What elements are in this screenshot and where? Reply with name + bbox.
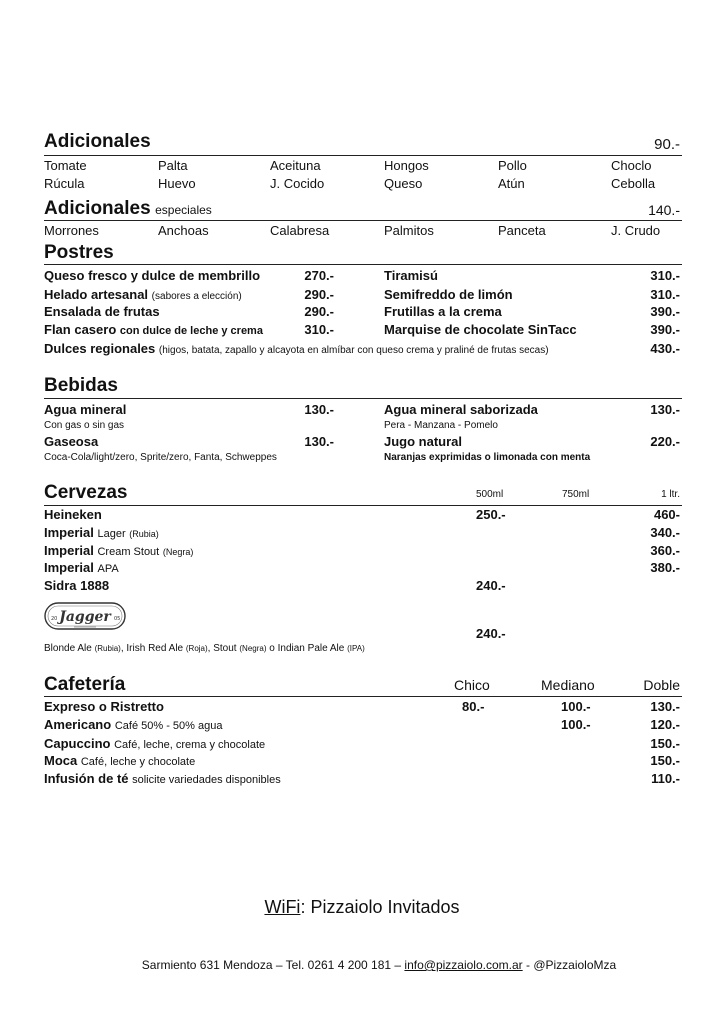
- cerveza-item: Heineken: [44, 507, 102, 522]
- cerveza-item: Imperial Cream Stout (Negra): [44, 543, 194, 558]
- cafe-item: Capuccino Café, leche, crema y chocolate: [44, 736, 266, 751]
- bebidas-title: Bebidas: [44, 375, 118, 396]
- cafe-price-doble: 130.-: [650, 699, 680, 714]
- postre-price: 290.-: [304, 287, 334, 302]
- adicionales-especiales-heading: [44, 198, 212, 220]
- bebida-note: Coca-Cola/light/zero, Sprite/zero, Fanta, Schweppes: [44, 452, 277, 463]
- postre-price: 390.-: [650, 322, 680, 337]
- postre-item: Queso fresco y dulce de membrillo: [44, 268, 261, 283]
- column-header-1ltr: 1 ltr.: [661, 489, 680, 500]
- footer-social-handle: - @PizzaioloMza: [522, 958, 617, 972]
- cafe-price-doble: 110.-: [651, 771, 680, 786]
- bebida-note: Pera - Manzana - Pomelo: [384, 420, 498, 431]
- postres-title: Postres: [44, 242, 114, 263]
- cafe-item: Expreso o Ristretto: [44, 699, 164, 714]
- list-item: Morrones: [44, 223, 99, 238]
- cafeteria-title: Cafetería: [44, 674, 126, 695]
- postre-price: 310.-: [650, 268, 680, 283]
- postre-item: Marquise de chocolate SinTacc: [384, 322, 577, 337]
- cerveza-price-1l: 360.-: [650, 543, 680, 558]
- postre-item: Tiramisú: [384, 268, 438, 283]
- bebida-price: 130.-: [304, 402, 334, 417]
- adicionales-especiales-price: 140.-: [648, 202, 680, 218]
- cerveza-price-1l: 340.-: [650, 525, 680, 540]
- postre-price: 390.-: [650, 304, 680, 319]
- jagger-logo-graphic: [44, 600, 126, 634]
- column-header-mediano: Mediano: [541, 677, 595, 693]
- bebida-item: Gaseosa: [44, 434, 99, 449]
- dulces-regionales: Dulces regionales (higos, batata, zapallo y alcayota en almíbar con queso crema y praliné de frutas secas): [44, 341, 549, 356]
- wifi-network: : Pizzaiolo Invitados: [300, 897, 460, 917]
- cafe-price-mediano: 100.-: [561, 717, 591, 732]
- wifi-label: WiFi: [264, 897, 301, 917]
- list-item: Panceta: [498, 223, 546, 238]
- cafe-item: Infusión de té solicite variedades disponibles: [44, 771, 281, 786]
- jagger-varieties: Blonde Ale (Rubia), Irish Red Ale (Roja), Stout (Negra) o Indian Pale Ale (IPA): [44, 643, 365, 654]
- divider: [44, 155, 682, 156]
- bebida-item: Agua mineral saborizada: [384, 402, 538, 417]
- list-item: Queso: [384, 176, 423, 191]
- cafe-item: Moca Café, leche y chocolate: [44, 753, 196, 768]
- cerveza-price-500: 240.-: [476, 626, 506, 641]
- postre-item: Frutillas a la crema: [384, 304, 502, 319]
- list-item: Palmitos: [384, 223, 434, 238]
- column-header-doble: Doble: [643, 677, 680, 693]
- postre-price: 270.-: [304, 268, 334, 283]
- jagger-logo: [44, 600, 126, 634]
- column-header-500ml: 500ml: [476, 489, 504, 500]
- cafe-price-chico: 80.-: [462, 699, 485, 714]
- bebida-price: 130.-: [304, 434, 334, 449]
- footer-address: Sarmiento 631 Mendoza – Tel. 0261 4 200 181 –: [141, 958, 405, 972]
- jagger-brand-text: Jagger: [59, 609, 111, 625]
- postre-item: Semifreddo de limón: [384, 287, 513, 302]
- divider: [44, 696, 682, 697]
- cerveza-item: Imperial Lager (Rubia): [44, 525, 159, 540]
- list-item: Aceituna: [270, 158, 321, 173]
- footer-email-link[interactable]: info@pizzaiolo.com.ar: [404, 958, 523, 972]
- list-item: Anchoas: [158, 223, 209, 238]
- cafe-price-doble: 150.-: [650, 753, 680, 768]
- adicionales-especiales-subtitle: especiales: [155, 203, 212, 217]
- cervezas-title: Cervezas: [44, 482, 128, 503]
- list-item: Atún: [498, 176, 525, 191]
- list-item: Calabresa: [270, 223, 330, 238]
- bebida-item: Jugo natural: [384, 434, 463, 449]
- adicionales-especiales-title: Adicionales: [44, 198, 151, 219]
- bebida-item: Agua mineral: [44, 402, 127, 417]
- list-item: Choclo: [611, 158, 652, 173]
- divider: [44, 398, 682, 399]
- list-item: Huevo: [158, 176, 196, 191]
- divider: [44, 220, 682, 221]
- bebida-note: Con gas o sin gas: [44, 420, 125, 431]
- divider: [44, 264, 682, 265]
- postre-item: Helado artesanal (sabores a elección): [44, 287, 242, 302]
- list-item: J. Crudo: [611, 223, 661, 238]
- footer: [0, 958, 724, 972]
- postre-item: Flan casero con dulce de leche y crema: [44, 322, 263, 337]
- wifi-info: [0, 897, 724, 918]
- adicionales-title: Adicionales: [44, 131, 151, 152]
- postre-item: Ensalada de frutas: [44, 304, 160, 319]
- cerveza-price-500: 250.-: [476, 507, 506, 522]
- cerveza-item: Sidra 1888: [44, 578, 110, 593]
- bebida-note: Naranjas exprimidas o limonada con menta: [384, 452, 591, 463]
- list-item: J. Cocido: [270, 176, 325, 191]
- postre-price: 310.-: [650, 287, 680, 302]
- postre-price: 310.-: [304, 322, 334, 337]
- divider: [44, 505, 682, 506]
- postre-price: 290.-: [304, 304, 334, 319]
- cerveza-price-1l: 380.-: [650, 560, 680, 575]
- adicionales-price: 90.-: [654, 136, 680, 153]
- list-item: Palta: [158, 158, 188, 173]
- bebida-price: 220.-: [650, 434, 680, 449]
- jagger-year-right: 05: [114, 616, 121, 622]
- jagger-year-left: 20: [51, 616, 58, 622]
- list-item: Cebolla: [611, 176, 656, 191]
- column-header-750ml: 750ml: [562, 489, 590, 500]
- dulces-regionales-price: 430.-: [650, 341, 680, 356]
- column-header-chico: Chico: [454, 677, 490, 693]
- list-item: Tomate: [44, 158, 87, 173]
- list-item: Hongos: [384, 158, 429, 173]
- list-item: Rúcula: [44, 176, 85, 191]
- cerveza-item: Imperial APA: [44, 560, 119, 575]
- bebida-price: 130.-: [650, 402, 680, 417]
- cafe-item: Americano Café 50% - 50% agua: [44, 717, 223, 732]
- list-item: Pollo: [498, 158, 527, 173]
- cafe-price-doble: 150.-: [650, 736, 680, 751]
- cafe-price-mediano: 100.-: [561, 699, 591, 714]
- cerveza-price-500: 240.-: [476, 578, 506, 593]
- cerveza-price-1l: 460-: [653, 507, 680, 522]
- cafe-price-doble: 120.-: [650, 717, 680, 732]
